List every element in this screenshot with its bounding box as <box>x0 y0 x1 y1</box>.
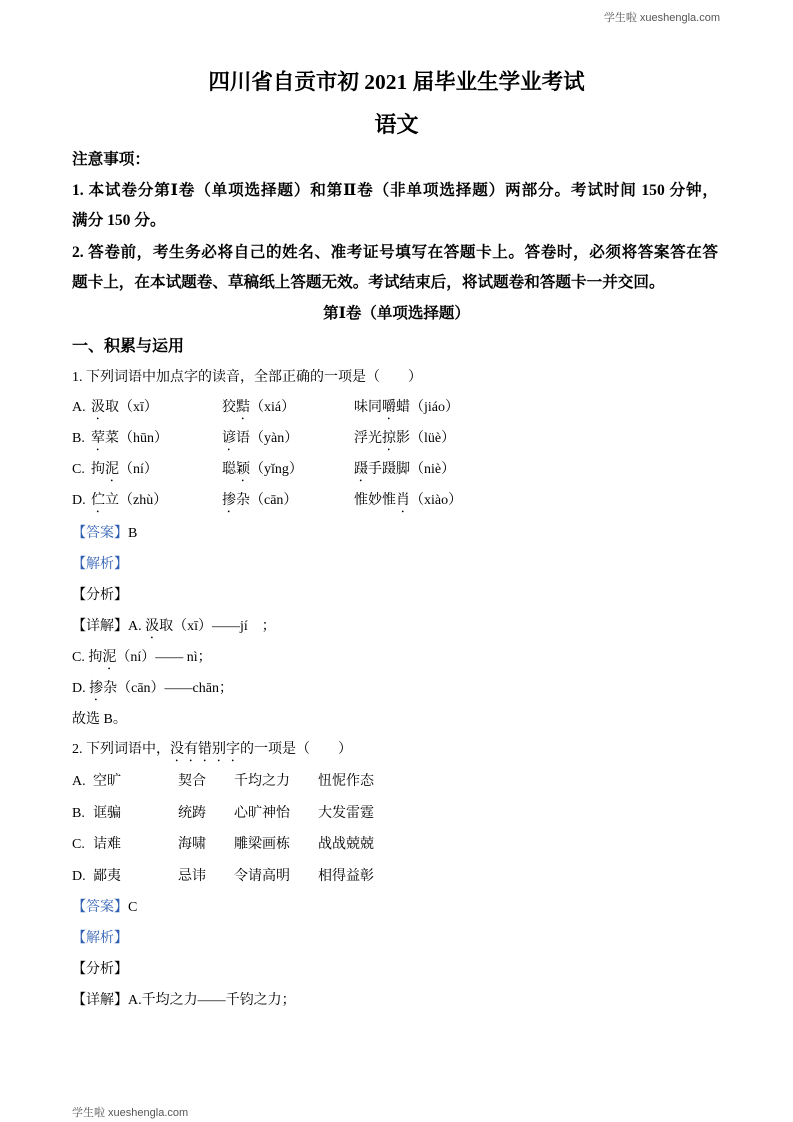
dotted-char: 肖 <box>396 493 410 508</box>
option-word: 战战兢兢 <box>318 837 374 852</box>
subject-title: 语文 <box>374 112 419 137</box>
q2-answer <box>72 898 137 918</box>
option-label: C. <box>72 462 85 477</box>
q1-option-a <box>72 398 722 418</box>
option-word: 海啸 <box>178 837 206 852</box>
dotted-char: 谚 <box>222 431 236 446</box>
detail-text: （ní）—— nì； <box>116 650 212 665</box>
option-label: D. <box>72 869 86 884</box>
word-text: 蜡（jiáo） <box>396 400 459 415</box>
dotted-char: 汲 <box>145 619 160 634</box>
option-word <box>222 398 295 423</box>
option-label: D. <box>72 493 86 508</box>
answer-tag: 【答案】 <box>72 526 128 541</box>
q2-option-b <box>72 804 722 824</box>
option-word <box>91 460 158 485</box>
option-word <box>222 429 298 454</box>
option-word <box>91 491 167 516</box>
stem-text: 的一项是（ ） <box>240 742 352 757</box>
detail-tag: 【详解】 <box>72 619 128 634</box>
dotted-char: 掺 <box>222 493 236 508</box>
option-label: B. <box>72 431 85 446</box>
dotted-char: 颖 <box>236 462 250 477</box>
site-header: 学生啦 xueshengla.com <box>603 12 720 24</box>
option-word <box>354 460 455 485</box>
stem-text: 2. 下列词语中， <box>72 742 170 757</box>
option-word: 统踌 <box>178 806 206 821</box>
option-label: C. <box>72 837 85 852</box>
dotted-char: 汲 <box>91 400 105 415</box>
option-word: 千均之力 <box>234 774 290 789</box>
option-word: 鄙夷 <box>93 869 121 884</box>
word-text: 菜（hūn） <box>105 431 168 446</box>
q1-option-b <box>72 429 722 449</box>
word-text: 取（xī） <box>105 400 158 415</box>
dotted-char: 蹑 <box>354 462 368 477</box>
q1-answer <box>72 524 137 544</box>
word-text: 立（zhù） <box>105 493 168 508</box>
word-text: 影（lüè） <box>396 431 456 446</box>
option-word <box>91 429 168 454</box>
word-text: （xiá） <box>250 400 296 415</box>
option-word: 忸怩作态 <box>318 774 374 789</box>
option-label: A. <box>72 774 86 789</box>
detail-tag: 【详解】 <box>72 993 128 1008</box>
dotted-char: 掠 <box>382 431 396 446</box>
option-word: 大发雷霆 <box>318 806 374 821</box>
notice-item-2-line-1: 2. 答卷前，考生务必将自己的姓名、准考证号填写在答题卡上。答卷时，必须将答案答在答 <box>72 244 718 261</box>
q1-conclusion: 故选 B。 <box>72 712 127 727</box>
word-text: 惟妙惟 <box>354 493 396 508</box>
answer-value: B <box>128 526 138 541</box>
option-word <box>354 398 459 423</box>
option-word: 相得益彰 <box>318 869 374 884</box>
q1-detail-a <box>72 617 276 642</box>
detail-text: 取（xī）——jí ； <box>159 619 276 634</box>
option-word: 雕梁画栋 <box>234 837 290 852</box>
dotted-char: 黠 <box>236 400 250 415</box>
q2-fenxi-tag: 【分析】 <box>72 962 128 977</box>
option-word: 诘难 <box>93 837 121 852</box>
part-1-title: 第Ⅰ卷（单项选择题） <box>323 305 470 322</box>
q1-detail-d <box>72 679 233 704</box>
option-word: 契合 <box>178 774 206 789</box>
answer-tag: 【答案】 <box>72 900 128 915</box>
q1-option-c <box>72 460 722 480</box>
detail-text: A.千均之力——千钧之力； <box>128 993 296 1008</box>
word-text: 聪 <box>222 462 236 477</box>
option-label: A. <box>72 400 86 415</box>
q2-detail-a <box>72 991 296 1011</box>
q2-option-c <box>72 835 722 855</box>
detail-text: 杂（cān）——chān； <box>103 681 233 696</box>
option-label: B. <box>72 806 85 821</box>
dotted-char: 泥 <box>102 650 117 665</box>
detail-text: A. <box>128 619 146 634</box>
q2-option-d <box>72 867 722 887</box>
dotted-char: 伫 <box>91 493 105 508</box>
option-word <box>354 429 455 454</box>
word-text: 杂（cān） <box>236 493 298 508</box>
word-text: （ní） <box>119 462 158 477</box>
option-word <box>354 491 462 516</box>
q2-stem <box>72 740 352 765</box>
answer-value: C <box>128 900 138 915</box>
q1-detail-c <box>72 648 212 673</box>
word-text: 浮光 <box>354 431 382 446</box>
notice-item-1-line-1: 1. 本试卷分第Ⅰ卷（单项选择题）和第Ⅱ卷（非单项选择题）两部分。考试时间 150 分钟， <box>72 182 718 199</box>
option-word: 忌讳 <box>178 869 206 884</box>
dotted-char: 嚼 <box>382 400 396 415</box>
detail-text: D. <box>72 681 90 696</box>
dotted-char: 荤 <box>91 431 105 446</box>
q1-analysis-tag: 【解析】 <box>72 557 128 572</box>
option-word <box>91 398 158 423</box>
word-text: （xiào） <box>410 493 463 508</box>
option-word: 空旷 <box>93 774 121 789</box>
detail-text: C. 拘 <box>72 650 103 665</box>
notice-item-2-line-2: 题卡上，在本试题卷、草稿纸上答题无效。考试结束后，将试题卷和答题卡一并交回。 <box>72 274 665 291</box>
notice-heading: 注意事项： <box>72 151 150 168</box>
notice-item-1-line-2: 满分 150 分。 <box>72 212 166 229</box>
word-text: 语（yàn） <box>236 431 299 446</box>
word-text: 手蹑脚（niè） <box>368 462 456 477</box>
option-word <box>222 491 297 516</box>
word-text: 味同 <box>354 400 382 415</box>
q2-analysis-tag: 【解析】 <box>72 931 128 946</box>
word-text: 拘 <box>91 462 105 477</box>
option-word: 令请高明 <box>234 869 290 884</box>
option-word <box>222 460 303 485</box>
site-footer: 学生啦 xueshengla.com <box>72 1107 189 1119</box>
q2-option-a <box>72 772 722 792</box>
option-word: 诓骗 <box>93 806 121 821</box>
dotted-text: 没有错别字 <box>170 742 240 757</box>
q1-option-d <box>72 491 722 511</box>
exam-title: 四川省自贡市初 2021 届毕业生学业考试 <box>208 70 585 94</box>
word-text: 狡 <box>222 400 236 415</box>
dotted-char: 泥 <box>105 462 119 477</box>
option-word: 心旷神怡 <box>234 806 290 821</box>
word-text: （yǐng） <box>250 462 303 477</box>
q1-fenxi-tag: 【分析】 <box>72 588 128 603</box>
section-1-title: 一、积累与运用 <box>72 338 185 355</box>
dotted-char: 掺 <box>89 681 104 696</box>
q1-stem: 1. 下列词语中加点字的读音，全部正确的一项是（ ） <box>72 370 422 385</box>
